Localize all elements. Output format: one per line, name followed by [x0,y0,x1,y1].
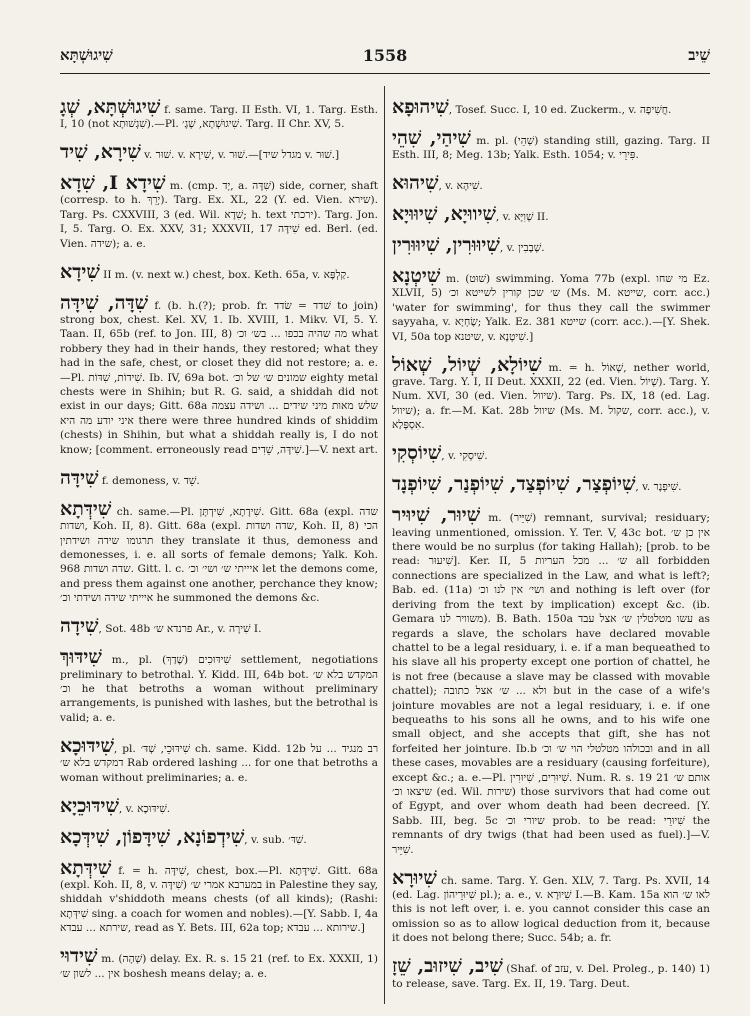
dictionary-entry [392,204,710,224]
entry-definition: ch. same.—Pl. שִׁידָתָא, שִׁידְתָּן. Gitt. 68a (expl. שדה ושדות, Koh. II, 8). Gitt. 68a (expl. שדה ושדות, Koh. II, 8) הכי תרגומו שידה ושידתין they translate it thus, demoness and demonesses, i. e. all sorts of female demons; Yalk. Koh. 968 שדה ושדות. Gitt. l. c. איייתי ש׳ ושי׳ וכ׳ let the demons come, and press them against one another, perchance they know; איייתי שידה ושידתי וכ׳ he summoned the demons &c. [60,505,378,605]
entry-headword: שִׁיוֹפְצַר, שִׁיוֹפְצַד, שִׁיוֹפְנַר, שִׁיוֹפְנָד [392,473,636,496]
entry-headword: שִׁיוּר, שִׁיוּיר [392,504,481,527]
dictionary-entry [60,946,378,981]
dictionary-entry [60,97,378,132]
left-column [60,86,378,1006]
entry-definition: f. (b. h.(?); prob. fr. שׁדד = שׂדד to join) strong box, chest. Kel. XV, 1. Ib. XVIII, 1. Mikv. VI, 5. Y. Taan. II, 65b (ref. to Jon. III, 8) מה שהיה בכפו ... בש׳ וכ׳ what robbery they had in their hands, they restored; what they had in the safe, chest, or closet they did not restore; a. e.—Pl. שִׁידוֹת, שִׁדּוֹת. Ib. IV, 69a bot. שמונים ש׳ של וכ׳ eighty metal chests were in Shihin; but R. G. said, a shiddah did not exist in our days; Gitt. 68a שלש מאות מיני שידים ... ושידה עצמה איני יודע מה היא there were three hundred kinds of shiddim (chests) in Shihin, but what a shiddah really is, I do not know; [comment. erroneously read שִׁידָּה, שֵׁדִים.]—V. next art. [60,299,378,456]
entry-headword: שִׁיגוּשְׁתָּא, שְׁגָ [60,95,161,118]
dictionary-entry [60,647,378,725]
dictionary-entry [60,736,378,785]
entry-headword: שִׁיטְנָא [392,265,441,287]
entry-definition: m. (cmp. יָד, a. שִׁדָּה) side, corner, shaft (corresp. to h. יְרֵךְ). Targ. Ex. XL, 22 (Y. ed. Vien. שירא). Targ. Ps. CXXVIII, 3 (ed. Wil. שִׁדָא; h. text ירכתי). Targ. Jon. I, 5. Targ. O. Ex. XXV, 31; XXXVII, 17 שִׁידָּה ed. Berl. (ed. Vien. שידה); a. e. [60,180,378,250]
dictionary-entry [392,474,710,494]
entry-definition: f. = h. שִׁידָּה, chest, box.—Pl. שִׁידָּתָא. Gitt. 68a (expl. Koh. II, 8, v. שִׁידָּה) במערבא אמרי ש׳ in Palestine they say, shiddah v'shiddoth means chests (of all kinds); (Rashi: שִׁידְּתָא sing. a coach for women and nobles).—[Y. Sabb. I, 4a שירתא ... עבדא, read as Y. Bets. III, 62a top; שירותא ... עבדא.] [60,864,378,935]
right-column [392,86,710,1006]
header-rule [60,73,710,74]
entry-definition: , v. sub. שִׁדּ׳. [244,833,307,846]
entry-definition: f. same. Targ. II Esth. VI, 1. Targ. Esth. I, 10 (not שִׁגְשׁוּתָא).—Pl. שִׁיגוּשְׁתָא, שְׁגָ׳. Targ. II Chr. XV, 5. [60,103,378,130]
dictionary-entry [392,956,710,991]
entry-definition: II m. (v. next w.) chest, box. Keth. 65a, v. קַלְפָּא. [99,268,350,281]
entry-headword: שִׁדָּה, שִׁידָּה [60,291,149,314]
dictionary-entry [60,499,378,606]
entry-definition: f. demoness, v. שֵׁד. [98,474,200,487]
entry-definition: , pl. שִׁידּוּכֵי, שְׁדּ׳ ch. same. Kidd. 12b רב מנגיד ... על דמקדש בלא ש׳ Rab ordered lashing ... for one that betroths a woman without preliminaries; a. e. [60,742,378,784]
entry-definition: m. = h. שְׁאוֹל, nether world, grave. Targ. Y. I, II Deut. XXXII, 22 (ed. Vien. שְׁיוֹל). Targ. Y. Num. XVI, 30 (ed. Vien. שיוול). Targ. Ps. IX, 18 (ed. Lag. שיוול); a. fr.—M. Kat. 28b שיוול (Ms. M. שקול, corr. acc.), v. אִסְפְּלַא. [392,361,710,432]
entry-headword: שִׁידָה [60,615,99,638]
entry-definition: , v. שִׁיפְנָר. [635,481,682,494]
entry-headword: שִׁיהַי, שִׁהֵי [392,126,471,149]
page-number: 1558 [362,46,408,65]
entry-definition: , v. שִׁיהָא. [438,180,483,192]
entry-headword: שִׁידְּתָא [60,497,112,520]
dictionary-entry [60,262,378,282]
entry-definition: m. (שִׁיֵּיר) remnant, survival; residuary; leaving unmentioned, omission. Y. Ter. V, 43c bot. אין כן ש׳ there would be no surplus (for taking Hallah); [prob. to be read: שִׁיעוּר]. Ker. II, 5 ש׳ ... מכל העריות all forbidden connections are specialized in the Law, and what is left?; Bab. ed. (11a) ושי׳ אין לנו וכ׳ and nothing is left over (for deriving from the text by implication) except &c. (ib. Gemara משוויר לנו). B. Bath. 150a עשו מטלטלין ש׳ אצל עבד as regards a slave, the scholars have declared movable chattel to be a legal residuary, i. e. if a man bequeathed to his slave all his property except one portion of chattel, he is not free (because a slave may be classed with movable chattel); ולא ... ש׳ אצל כתובה but in the case of a wife's jointure movables are not a legal residuary, i. e. if one bequeaths to his sons all he owns, and to his wife one small object, and she accepts that gift, she has not forfeited her jointure. Ib.b ובכולהו מטלטלי הוי ש׳ וכ׳ and in all these cases, movables are a residuary (causing forfeiture), except &c.; a. e.—Pl. שִׁיוּרִים, שִׁיוּרִין. Num. R. s. 19 21 אותם ש׳ שיצאו וכ׳ (ed. Wil. שירות) those survivors that had come out of Egypt, and over whom death had been decreed. [Y. Sabb. III, beg. 5c שיורי וכ׳ prob. to be read: שִׁיוּרֵי the remnants of dry twigs (that had been used as fuel).]—V. שִׁיֵּיר. [392,512,710,856]
dictionary-entry [392,266,710,344]
entry-headword: שִׁידּוּכָא [60,734,114,757]
entry-headword: שִׁידָּה [60,466,99,489]
dictionary-entry [392,443,710,463]
entry-headword: שִׁיהוּא [392,172,439,194]
entry-definition: , v. שְׁוִיָּא II. [495,211,549,223]
entry-headword: שִׁיוּרָא [392,866,437,889]
right-guideword: שֵׁיב [688,46,710,64]
entry-definition: m. (שְׁהָה) delay. Ex. R. s. 15 21 (ref. to Ex. XXXII, 1) אין ... לשון ש׳ boshesh means delay; a. e. [60,953,378,980]
dictionary-entry [60,173,378,251]
dictionary-entry [392,173,710,193]
entry-definition: , v. שִׁידּוּכָא. [118,802,171,815]
dictionary-entry [392,235,710,255]
entry-definition: , Tosef. Succ. I, 10 ed. Zuckerm., v. חֲשִׁיפָה. [448,103,672,116]
dictionary-entry [60,616,378,636]
entry-headword: שִׁידְּתָא [60,856,112,879]
dictionary-entry [392,97,710,117]
entry-headword: שִׁידוּי [60,945,98,968]
entry-headword: שִׁידּוּךְ [60,646,102,669]
entry-headword: שִׁיוֹסְקִי [392,442,442,465]
entry-definition: m. (שׁוּט) swimming. Yoma 77b (expl. מי שחו Ez. XLVII, 5) ש׳ שכן קורין לשייטא וכ׳ (Ms. M. שייטא, corr. acc.) 'water for swimming', for thus they call the swimmer sayyaha, v. שָׂחְיָא; Yalk. Ez. 381 שייטא (corr. acc.).—[Y. Shek. VI, 50a top שיטנא, v. שִׁיטְנָא.] [392,273,710,343]
entry-definition: , Sot. 48b פרנדא ש׳ Ar., v. שִׁירָה I. [98,623,262,636]
left-guideword: שִׁיגוּשְׁתָּא [60,46,113,64]
running-header [60,44,710,70]
entry-headword: שִׁיהוּפָא [392,95,449,118]
dictionary-entry [60,468,378,488]
column-divider [384,86,385,1004]
entry-headword: שִׁידָא [60,260,100,283]
dictionary-entry [392,505,710,857]
entry-definition: ch. same. Targ. Y. Gen. XLV, 7. Targ. Ps. XVII, 14 (ed. Lag. שִׁיוּרֵיהוֹן pl.); a. e., v. שִׁיוּרָא I.—B. Kam. 15a לאו ש׳ הוא this is not left over, i. e. you cannot consider this case an omission so as to allow logical deduction from it, because it does not belong there; Succ. 54b; a. fr. [392,874,710,945]
entry-definition: v. שׁוּר. v. שִׁירָא, v. שׁוּר.—[מגדל שיד v. שׁוּר.] [140,149,340,161]
dictionary-entry [392,868,710,946]
entry-definition: , v. שִׁיסְקִי. [441,450,488,463]
entry-headword: שִׁירָא, שִׁיד [60,141,141,163]
entry-headword: שִׁידָא I, שִׁדָא [60,172,166,194]
dictionary-entry [60,858,378,936]
entry-headword: שִׁיב, שִׁיזוּב, שֵׁזָ [392,955,503,978]
entry-headword: שִׁיווּיָא, שִׁיוּוּיָא [392,203,496,225]
entry-definition: (Shaf. of עזב, v. Del. Proleg., p. 140) 1) to release, save. Targ. Ex. II, 19. Targ. Deut. [392,963,710,990]
dictionary-entry [60,293,378,457]
dictionary-entry [392,128,710,163]
entry-headword: שִׁיוּוּרִין, שִׁיוּוּרִין [392,234,500,256]
dictionary-entry [60,827,378,847]
entry-definition: m. pl. (שְׁהֵי) standing still, gazing. Targ. II Esth. III, 8; Meg. 13b; Yalk. Esth. 1054; v. פִּירֵי. [392,134,710,161]
dictionary-entry [60,142,378,162]
entry-headword: שִׁיוֹלָא, שְׁיוֹל, שְׁאוֹל [392,353,542,376]
dictionary-entry [60,796,378,816]
dictionary-entry [392,355,710,433]
entry-headword: שִׁידְפוֹנָא, שִׁידָּפוֹן, שִׁידְּכָא [60,825,245,848]
entry-headword: שִׁידּוּכֵיָא [60,794,119,817]
entry-definition: , v. שְׁבָבִין. [499,242,545,254]
entry-definition: m., pl. שִׁידּוּכִים (שָׁדַךְ) settlement, negotiations preliminary to betrothal. Y. Kidd. III, 64b bot. המקדש בלא ש׳ וכ׳ he that betroths a woman without preliminary arrangements, is punished with lashes, but the betrothal is valid; a. e. [60,654,378,724]
